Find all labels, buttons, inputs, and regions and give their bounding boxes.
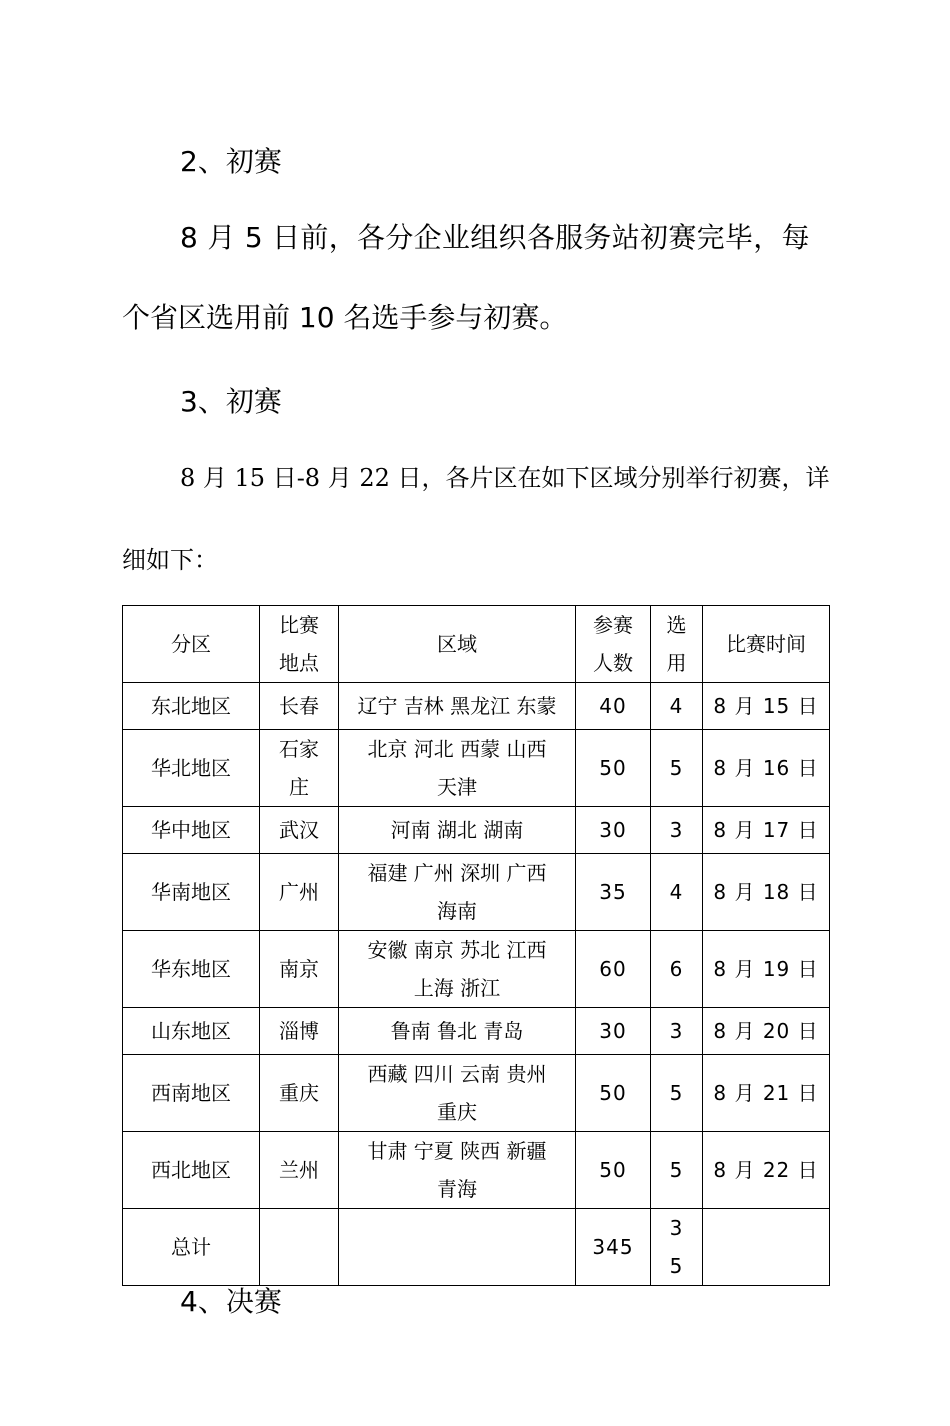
- date-cell-text: 8 月 15 日: [713, 694, 819, 718]
- participants-cell: [576, 807, 651, 854]
- region-cell-text: 安徽 南京 苏北 江西: [367, 938, 547, 962]
- participants-cell: [576, 730, 651, 807]
- paragraph-2-line-2: 细如下：: [122, 546, 218, 574]
- venue-cell-text: 庄: [289, 775, 309, 799]
- zone-cell-text: 华中地区: [151, 818, 231, 842]
- date-cell-text: 8 月 21 日: [713, 1081, 819, 1105]
- date-cell: [703, 730, 830, 807]
- participants-cell-text: 60: [599, 957, 627, 981]
- table-row: [123, 931, 830, 1008]
- zone-cell-text: 总计: [171, 1235, 211, 1259]
- header-cell: [703, 606, 830, 683]
- venue-cell-text: 兰州: [279, 1158, 319, 1182]
- selected-cell: [651, 1209, 703, 1286]
- selected-cell: [651, 1055, 703, 1132]
- zone-cell-text: 东北地区: [151, 694, 231, 718]
- venue-cell-text: 石家: [279, 737, 319, 761]
- table-row: [123, 854, 830, 931]
- header-cell-text: 地点: [279, 651, 319, 675]
- participants-cell: [576, 1209, 651, 1286]
- venue-cell-text: 南京: [279, 957, 319, 981]
- region-cell: [339, 1209, 576, 1286]
- zone-cell-text: 华南地区: [151, 880, 231, 904]
- header-cell-text: 比赛时间: [726, 632, 806, 656]
- venue-cell-text: 淄博: [279, 1019, 319, 1043]
- selected-cell-text: 3: [669, 818, 684, 842]
- region-cell-text: 青海: [437, 1177, 477, 1201]
- venue-cell-text: 武汉: [279, 818, 319, 842]
- region-cell: [339, 683, 576, 730]
- header-cell-text: 区域: [437, 632, 477, 656]
- date-cell: [703, 854, 830, 931]
- selected-cell-text: 3: [669, 1216, 684, 1240]
- table-row: [123, 730, 830, 807]
- venue-cell: [260, 1008, 339, 1055]
- table-row: [123, 1132, 830, 1209]
- zone-cell-text: 西南地区: [151, 1081, 231, 1105]
- date-cell-text: 8 月 19 日: [713, 957, 819, 981]
- zone-cell: [123, 730, 260, 807]
- section-3-heading: 3、初赛: [180, 385, 282, 418]
- selected-cell-text: 3: [669, 1019, 684, 1043]
- participants-cell-text: 50: [599, 1158, 627, 1182]
- region-cell: [339, 854, 576, 931]
- venue-cell: [260, 854, 339, 931]
- region-cell: [339, 931, 576, 1008]
- region-cell: [339, 807, 576, 854]
- venue-cell: [260, 730, 339, 807]
- venue-cell: [260, 931, 339, 1008]
- venue-cell: [260, 1055, 339, 1132]
- selected-cell: [651, 730, 703, 807]
- selected-cell: [651, 1132, 703, 1209]
- header-cell-text: 分区: [171, 632, 211, 656]
- paragraph-2-line-1: 8 月 15 日-8 月 22 日，各片区在如下区域分别举行初赛，详: [180, 464, 830, 492]
- zone-cell: [123, 807, 260, 854]
- section-4-heading: 4、决赛: [180, 1285, 282, 1318]
- zone-cell: [123, 1055, 260, 1132]
- table-row: [123, 683, 830, 730]
- venue-cell: [260, 683, 339, 730]
- venue-cell-text: 长春: [279, 694, 319, 718]
- selected-cell: [651, 807, 703, 854]
- participants-cell-text: 40: [599, 694, 627, 718]
- region-cell-text: 甘肃 宁夏 陕西 新疆: [367, 1139, 547, 1163]
- region-cell: [339, 1055, 576, 1132]
- header-cell-text: 比赛: [279, 613, 319, 637]
- date-cell-text: 8 月 20 日: [713, 1019, 819, 1043]
- date-cell: [703, 807, 830, 854]
- venue-cell: [260, 807, 339, 854]
- zone-cell-text: 西北地区: [151, 1158, 231, 1182]
- region-cell-text: 西藏 四川 云南 贵州: [367, 1062, 547, 1086]
- participants-cell: [576, 931, 651, 1008]
- header-cell-text: 人数: [593, 651, 633, 675]
- region-cell-text: 天津: [437, 775, 477, 799]
- selected-cell-text: 6: [669, 957, 684, 981]
- participants-cell-text: 50: [599, 1081, 627, 1105]
- zone-cell: [123, 1008, 260, 1055]
- competition-schedule-table: [122, 605, 830, 1286]
- participants-cell-text: 30: [599, 818, 627, 842]
- region-cell-text: 辽宁 吉林 黑龙江 东蒙: [357, 694, 557, 718]
- selected-cell: [651, 931, 703, 1008]
- zone-cell: [123, 854, 260, 931]
- participants-cell: [576, 1008, 651, 1055]
- zone-cell-text: 山东地区: [151, 1019, 231, 1043]
- zone-cell: [123, 1132, 260, 1209]
- participants-cell: [576, 683, 651, 730]
- header-cell: [123, 606, 260, 683]
- header-cell-text: 选: [666, 613, 687, 637]
- table-row: [123, 1209, 830, 1286]
- date-cell: [703, 931, 830, 1008]
- date-cell-text: 8 月 17 日: [713, 818, 819, 842]
- participants-cell-text: 35: [599, 880, 627, 904]
- date-cell-text: 8 月 22 日: [713, 1158, 819, 1182]
- participants-cell: [576, 1132, 651, 1209]
- date-cell: [703, 1132, 830, 1209]
- selected-cell-text: 5: [669, 756, 684, 780]
- zone-cell: [123, 931, 260, 1008]
- table-header-row: [123, 606, 830, 683]
- participants-cell: [576, 854, 651, 931]
- selected-cell: [651, 854, 703, 931]
- venue-cell: [260, 1209, 339, 1286]
- header-cell: [651, 606, 703, 683]
- selected-cell: [651, 683, 703, 730]
- participants-cell-text: 30: [599, 1019, 627, 1043]
- region-cell-text: 河南 湖北 湖南: [390, 818, 524, 842]
- selected-cell-text: 5: [669, 1158, 684, 1182]
- region-cell: [339, 730, 576, 807]
- region-cell-text: 北京 河北 西蒙 山西: [367, 737, 547, 761]
- selected-cell-text: 4: [669, 880, 684, 904]
- date-cell: [703, 1008, 830, 1055]
- region-cell-text: 福建 广州 深圳 广西: [367, 861, 547, 885]
- participants-cell: [576, 1055, 651, 1132]
- venue-cell-text: 广州: [279, 880, 319, 904]
- table-row: [123, 1008, 830, 1055]
- header-cell-text: 用: [666, 651, 687, 675]
- participants-cell-text: 50: [599, 756, 627, 780]
- region-cell-text: 上海 浙江: [413, 976, 501, 1000]
- region-cell-text: 重庆: [437, 1100, 477, 1124]
- region-cell: [339, 1008, 576, 1055]
- selected-cell: [651, 1008, 703, 1055]
- date-cell-text: 8 月 18 日: [713, 880, 819, 904]
- region-cell-text: 海南: [437, 899, 477, 923]
- region-cell-text: 鲁南 鲁北 青岛: [390, 1019, 524, 1043]
- header-cell: [339, 606, 576, 683]
- table-row: [123, 1055, 830, 1132]
- zone-cell: [123, 683, 260, 730]
- paragraph-1-line-1: 8 月 5 日前，各分企业组织各服务站初赛完毕，每: [180, 221, 810, 254]
- table-row: [123, 807, 830, 854]
- date-cell-text: 8 月 16 日: [713, 756, 819, 780]
- venue-cell: [260, 1132, 339, 1209]
- date-cell: [703, 683, 830, 730]
- paragraph-1-line-2: 个省区选用前 10 名选手参与初赛。: [122, 301, 568, 334]
- selected-cell-text: 5: [669, 1254, 684, 1278]
- section-2-heading: 2、初赛: [180, 145, 282, 178]
- zone-cell-text: 华东地区: [151, 957, 231, 981]
- date-cell: [703, 1055, 830, 1132]
- participants-cell-text: 345: [592, 1235, 634, 1259]
- date-cell: [703, 1209, 830, 1286]
- header-cell: [260, 606, 339, 683]
- region-cell: [339, 1132, 576, 1209]
- header-cell: [576, 606, 651, 683]
- venue-cell-text: 重庆: [279, 1081, 319, 1105]
- selected-cell-text: 5: [669, 1081, 684, 1105]
- zone-cell: [123, 1209, 260, 1286]
- zone-cell-text: 华北地区: [151, 756, 231, 780]
- selected-cell-text: 4: [669, 694, 684, 718]
- header-cell-text: 参赛: [593, 613, 633, 637]
